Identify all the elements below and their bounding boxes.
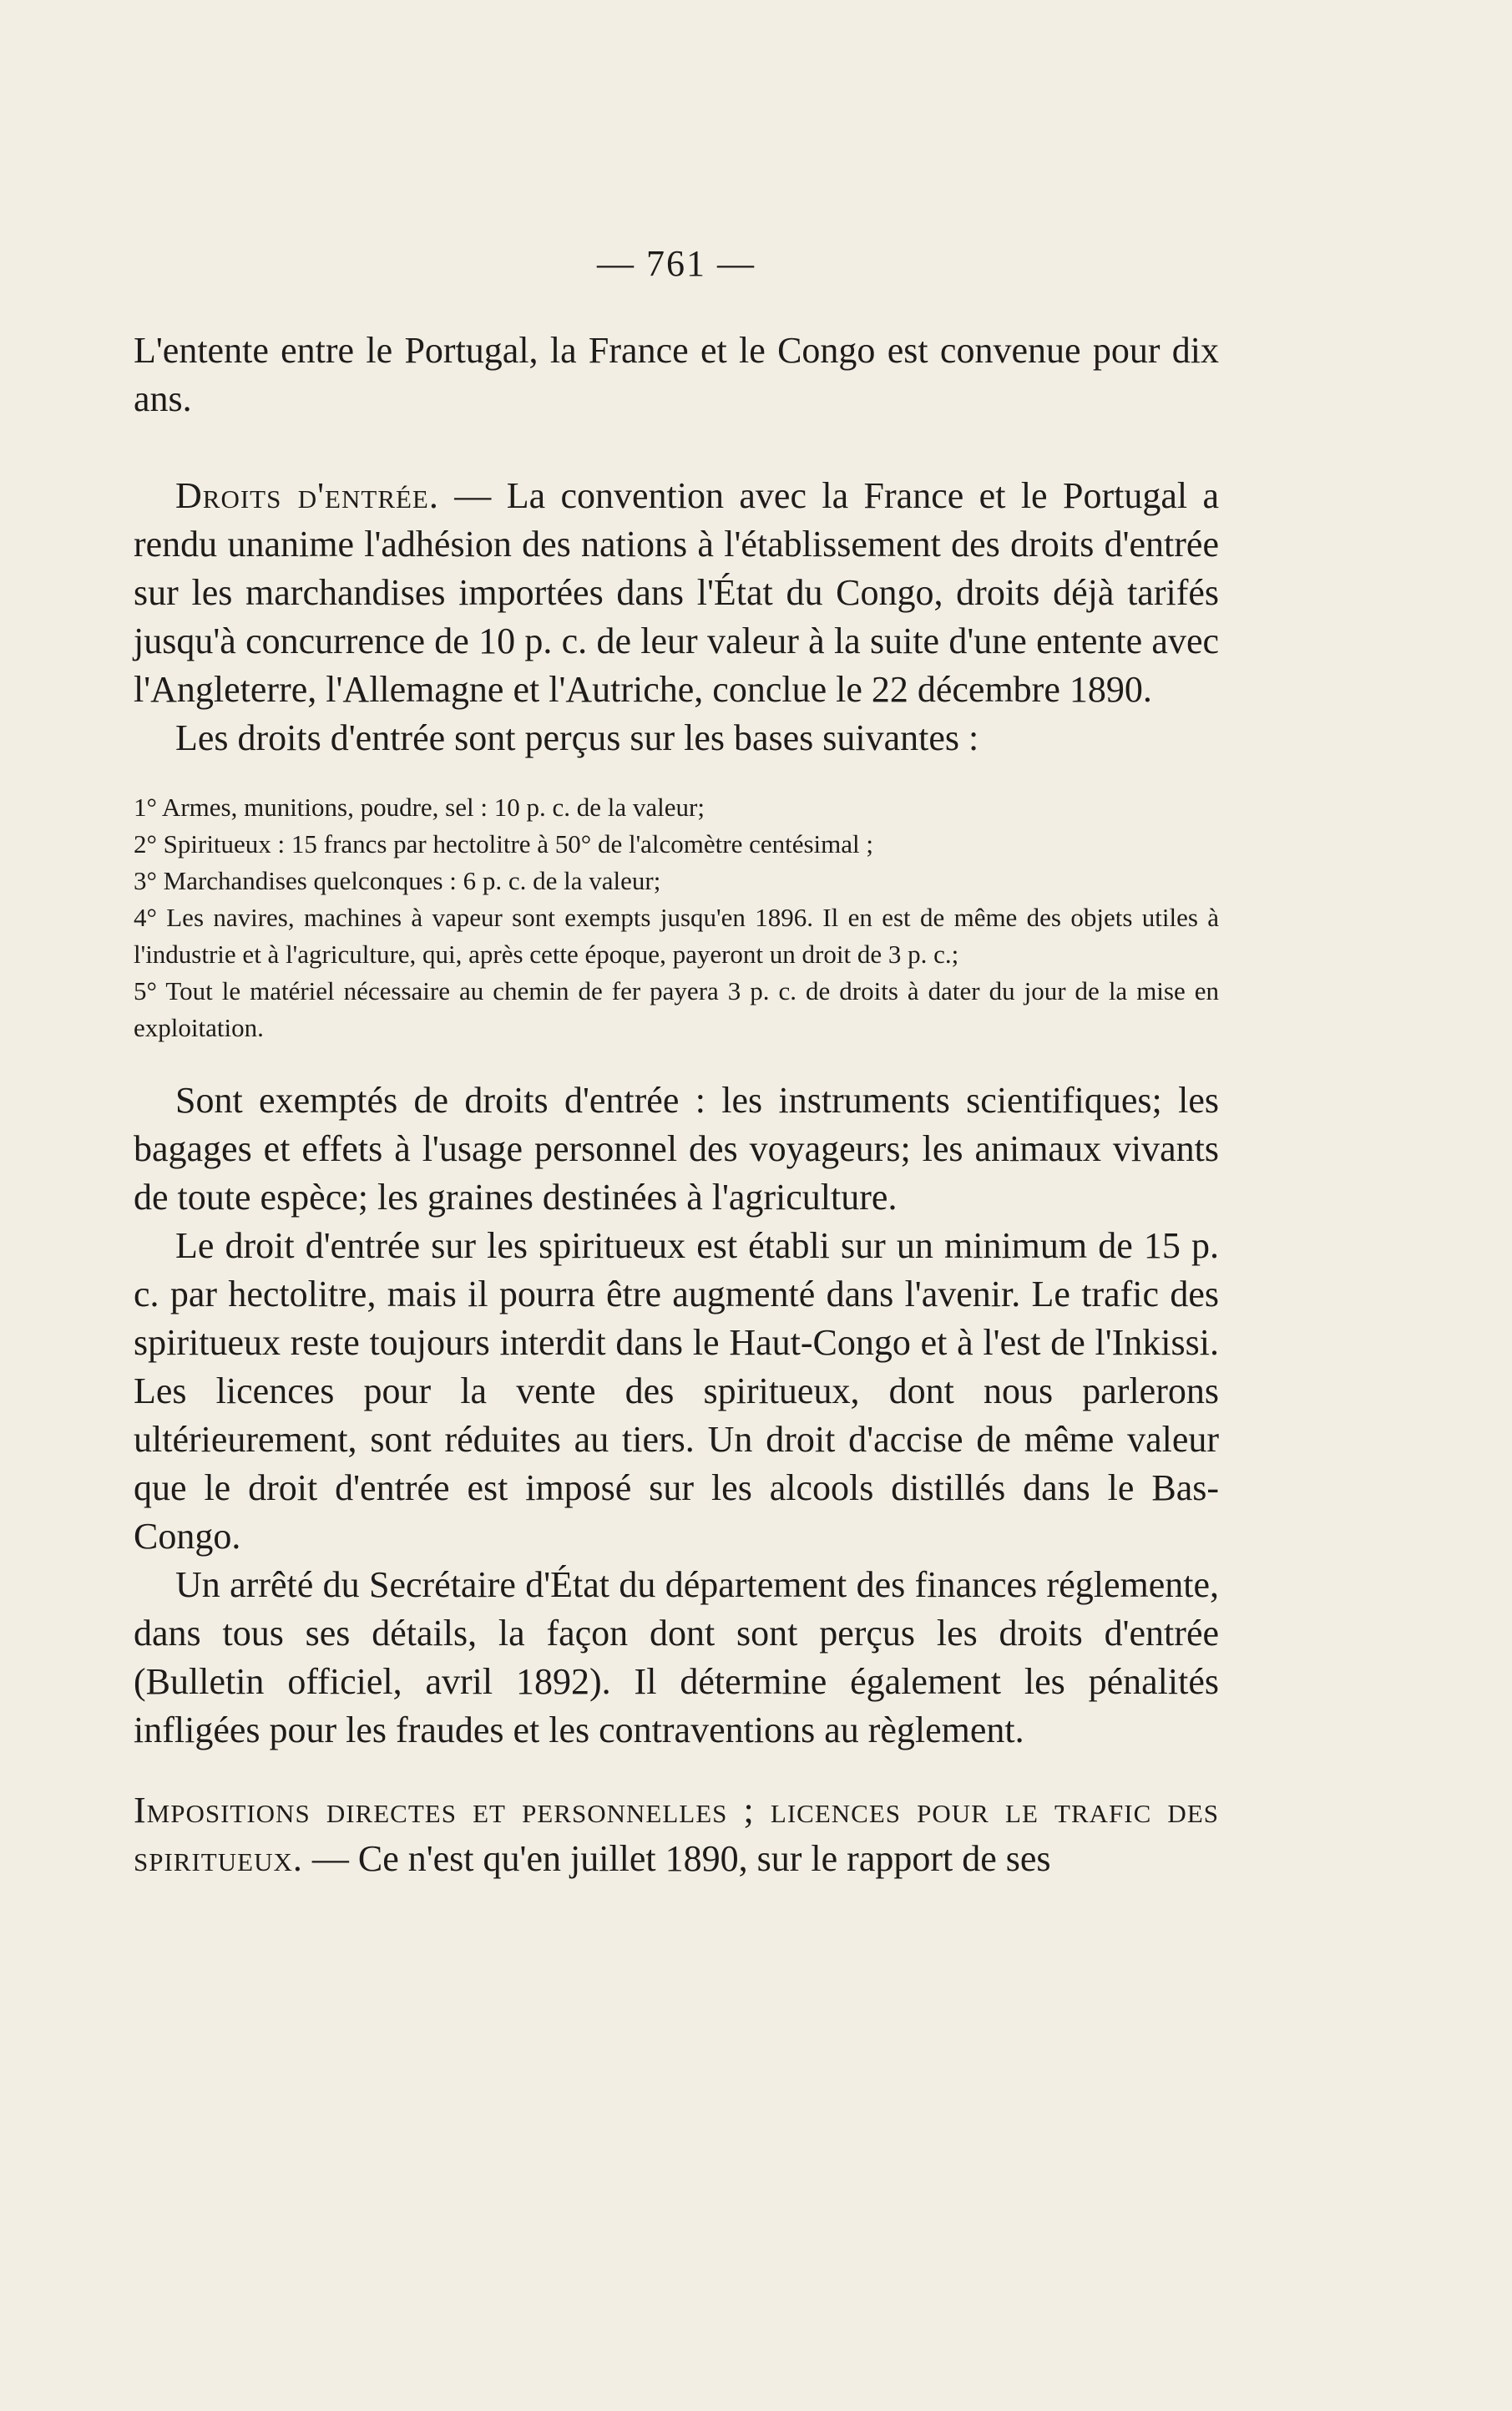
list-item: 4° Les navires, machines à vapeur sont exempts jusqu'en 1896. Il en est de même des objets utiles à l'industrie et à l'agriculture, qui, après cette époque, payeront un droit de 3 p. c.; (134, 903, 1219, 969)
spirits-paragraph: Le droit d'entrée sur les spiritueux est établi sur un minimum de 15 p. c. par hectolitre, mais il pourra être augmenté dans l'avenir. Le trafic des spiritueux reste toujours interdit dans le Haut-Congo et à l'est de l'Inkissi. Les licences pour la vente des spiritueux, dont nous parlerons ultérieurement, sont réduites au tiers. Un droit d'accise de même valeur que le droit d'entrée est imposé sur les alcools distillés dans le Bas-Congo. (134, 1225, 1219, 1557)
droits-text: La convention avec la France et le Portugal a rendu unanime l'adhésion des nations à l'établissement des droits d'entrée sur les marchandises importées dans l'État du Congo, droits déjà tarifés jusqu'à concurrence de 10 p. c. de leur valeur à la suite d'une entente avec l'Angleterre, l'Allemagne et l'Autriche, conclue le 22 décembre 1890. (134, 475, 1220, 710)
page-body (134, 242, 1219, 1883)
page-number: — 761 — (597, 243, 756, 284)
droits-paragraph (134, 472, 1219, 714)
impositions-dash: — (302, 1838, 358, 1879)
droits-lead-paragraph: Les droits d'entrée sont perçus sur les bases suivantes : (175, 717, 979, 758)
impositions-text: Ce n'est qu'en juillet 1890, sur le rapport de ses (357, 1838, 1051, 1879)
exemptions-paragraph: Sont exemptés de droits d'entrée : les instruments scientifiques; les bagages et effets à l'usage personnel des voyageurs; les animaux vivants de toute espèce; les graines destinées à l'agriculture. (134, 1080, 1219, 1218)
tariff-list (134, 789, 1219, 1046)
impositions-heading: Impositions directes et personnelles ; licences pour le trafic des spiritueux. (134, 1790, 1219, 1879)
decree-paragraph: Un arrêté du Secrétaire d'État du département des finances réglemente, dans tous ses détails, la façon dont sont perçus les droits d'entrée (Bulletin officiel, avril 1892). Il détermine également les pénalités infligées pour les fraudes et les contraventions au règlement. (134, 1564, 1219, 1750)
droits-heading: Droits d'entrée. (175, 475, 439, 516)
impositions-paragraph (134, 1786, 1219, 1883)
droits-dash: — (438, 475, 507, 516)
list-item: 3° Marchandises quelconques : 6 p. c. de la valeur; (134, 866, 661, 895)
intro-paragraph: L'entente entre le Portugal, la France et le Congo est convenue pour dix ans. (134, 330, 1219, 419)
list-item: 5° Tout le matériel nécessaire au chemin de fer payera 3 p. c. de droits à dater du jour de la mise en exploitation. (134, 976, 1219, 1042)
list-item: 1° Armes, munitions, poudre, sel : 10 p. c. de la valeur; (134, 793, 705, 822)
list-item: 2° Spiritueux : 15 francs par hectolitre à 50° de l'alcomètre centésimal ; (134, 829, 874, 859)
